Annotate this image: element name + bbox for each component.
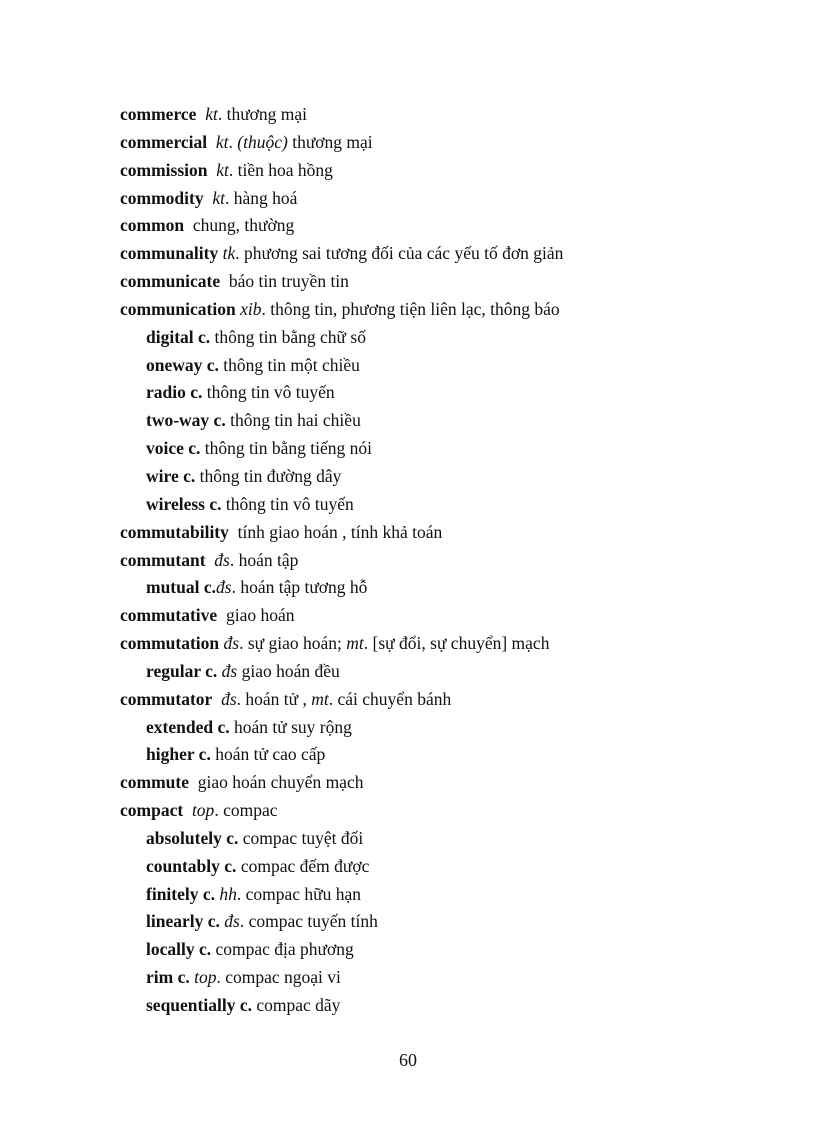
sub-entry (120, 992, 740, 1020)
field-abbreviation: mt (311, 688, 329, 709)
entry-term: higher c. (146, 744, 211, 765)
sub-entry (120, 574, 740, 602)
dictionary-entry (120, 686, 740, 714)
field-abbreviation: kt (205, 104, 218, 124)
entry-term: common (120, 215, 185, 236)
field-abbreviation: top (191, 800, 215, 821)
field-abbreviation: kt (215, 131, 229, 152)
entry-term: sequentially c. (146, 995, 252, 1015)
sub-entry (120, 714, 740, 742)
entry-term: commodity (120, 187, 204, 208)
sub-entry (120, 658, 740, 686)
entry-definition: . thông tin, phương tiện liên lạc, thông báo (261, 298, 560, 319)
entry-definition: . sự giao hoán; (239, 633, 347, 654)
sub-entry (120, 407, 740, 435)
entry-term: oneway c. (146, 354, 219, 375)
field-abbreviation: mt (346, 633, 364, 654)
dictionary-entry (120, 630, 740, 658)
entry-term: commute (120, 772, 190, 793)
entry-definition: hoán tử cao cấp (210, 744, 326, 765)
entry-definition: . hoán tập tương hỗ (231, 577, 368, 598)
entry-term: linearly c. (146, 911, 220, 932)
entry-definition (196, 104, 205, 124)
entry-definition: compac địa phương (211, 939, 354, 960)
dictionary-entry (120, 769, 740, 797)
sub-entry (120, 964, 740, 992)
entry-definition: . compac ngoại vi (216, 967, 341, 988)
entry-definition: compac đếm được (236, 855, 370, 876)
dictionary-entry (120, 157, 740, 185)
field-abbreviation: đs (214, 549, 230, 570)
field-abbreviation: đs (221, 660, 238, 681)
dictionary-entry (120, 519, 740, 547)
entry-term: commutator (120, 688, 213, 709)
field-abbreviation: kt (216, 159, 229, 180)
entry-definition: thông tin hai chiều (225, 410, 361, 431)
field-abbreviation: kt (212, 187, 225, 208)
field-abbreviation: tk (222, 243, 236, 264)
entry-definition: . hoán tử , (236, 688, 312, 709)
field-abbreviation: top (194, 967, 217, 988)
dictionary-entry (120, 212, 740, 240)
entry-term: absolutely c. (146, 827, 239, 848)
entry-definition (212, 689, 221, 709)
entry-definition (207, 132, 216, 152)
entry-definition: . compac tuyến tính (239, 911, 378, 932)
entry-definition: . (228, 131, 238, 152)
entry-term: commercial (120, 131, 208, 152)
entry-definition: compac dãy (251, 995, 341, 1015)
entry-definition: chung, thường (184, 215, 295, 236)
entry-definition: . cái chuyển bánh (328, 688, 452, 709)
page-number: 60 (399, 1050, 417, 1070)
sub-entry (120, 825, 740, 853)
entry-definition: thông tin vô tuyến (202, 382, 335, 403)
entry-term: compact (120, 800, 184, 821)
entry-term: extended c. (146, 716, 230, 737)
sub-entry (120, 379, 740, 407)
entry-definition (206, 550, 215, 570)
sub-entry (120, 435, 740, 463)
entry-term: communality (120, 243, 219, 264)
entry-term: commutation (120, 633, 220, 654)
field-abbreviation: (thuộc) (237, 131, 288, 152)
field-abbreviation: đs (223, 633, 240, 654)
entry-term: rim c. (146, 967, 190, 988)
dictionary-entry (120, 602, 740, 630)
sub-entry (120, 881, 740, 909)
entry-definition: hoán tử suy rộng (229, 716, 352, 737)
entry-term: commerce (120, 104, 197, 124)
entry-definition: tính giao hoán , tính khả toán (228, 521, 443, 542)
sub-entry (120, 352, 740, 380)
entry-definition: thông tin bằng tiếng nói (200, 438, 373, 459)
entry-definition: . compac hữu hạn (236, 883, 362, 904)
entry-definition: giao hoán chuyển mạch (189, 772, 364, 793)
entry-definition (183, 800, 192, 820)
entry-term: countably c. (146, 855, 237, 876)
entry-definition: thông tin bằng chữ số (210, 326, 366, 347)
entry-definition: báo tin truyền tin (220, 271, 349, 292)
entry-term: digital c. (146, 326, 211, 347)
dictionary-entry (120, 547, 740, 575)
entry-list (120, 101, 740, 1020)
entry-term: wireless c. (146, 493, 222, 514)
entry-term: locally c. (146, 939, 212, 960)
field-abbreviation: đs (224, 911, 240, 932)
entry-term: commutative (120, 605, 218, 626)
entry-term: mutual c. (146, 577, 216, 598)
dictionary-entry (120, 101, 740, 129)
entry-term: two-way c. (146, 410, 226, 431)
sub-entry (120, 741, 740, 769)
entry-term: finitely c. (146, 883, 216, 904)
entry-term: commission (120, 159, 208, 180)
entry-definition: thông tin đường dây (195, 465, 342, 486)
entry-definition: giao hoán (217, 605, 295, 626)
entry-term: communication (120, 298, 236, 319)
field-abbreviation: đs (216, 577, 232, 598)
entry-term: commutability (120, 521, 229, 542)
sub-entry (120, 463, 740, 491)
field-abbreviation: đs (221, 688, 237, 709)
entry-definition: . [sự đổi, sự chuyển] mạch (363, 633, 550, 654)
sub-entry (120, 324, 740, 352)
entry-definition: . tiền hoa hồng (228, 159, 333, 180)
sub-entry (120, 853, 740, 881)
sub-entry (120, 908, 740, 936)
entry-term: voice c. (146, 438, 201, 459)
dictionary-entry (120, 185, 740, 213)
field-abbreviation: hh (219, 883, 237, 904)
sub-entry (120, 936, 740, 964)
entry-term: commutant (120, 549, 206, 570)
dictionary-entry (120, 797, 740, 825)
sub-entry (120, 491, 740, 519)
entry-term: radio c. (146, 382, 203, 403)
entry-definition: . hàng hoá (225, 187, 298, 208)
entry-term: wire c. (146, 465, 196, 486)
entry-definition: thông tin một chiều (218, 354, 360, 375)
entry-definition: compac tuyệt đối (238, 827, 364, 848)
entry-term: regular c. (146, 660, 218, 681)
entry-definition: . thương mại (217, 104, 308, 124)
entry-definition: thương mại (287, 131, 373, 152)
entry-definition: giao hoán đều (237, 660, 340, 681)
entry-definition: . hoán tập (229, 549, 299, 570)
entry-term: communicate (120, 271, 221, 292)
dictionary-entry (120, 240, 740, 268)
entry-definition: . compac (214, 800, 278, 821)
entry-definition (208, 160, 217, 180)
field-abbreviation: xib (240, 298, 262, 319)
entry-definition: thông tin vô tuyến (221, 493, 354, 514)
dictionary-entry (120, 129, 740, 157)
dictionary-entry (120, 296, 740, 324)
dictionary-entry (120, 268, 740, 296)
entry-definition: . phương sai tương đối của các yếu tố đơn giản (235, 243, 564, 264)
